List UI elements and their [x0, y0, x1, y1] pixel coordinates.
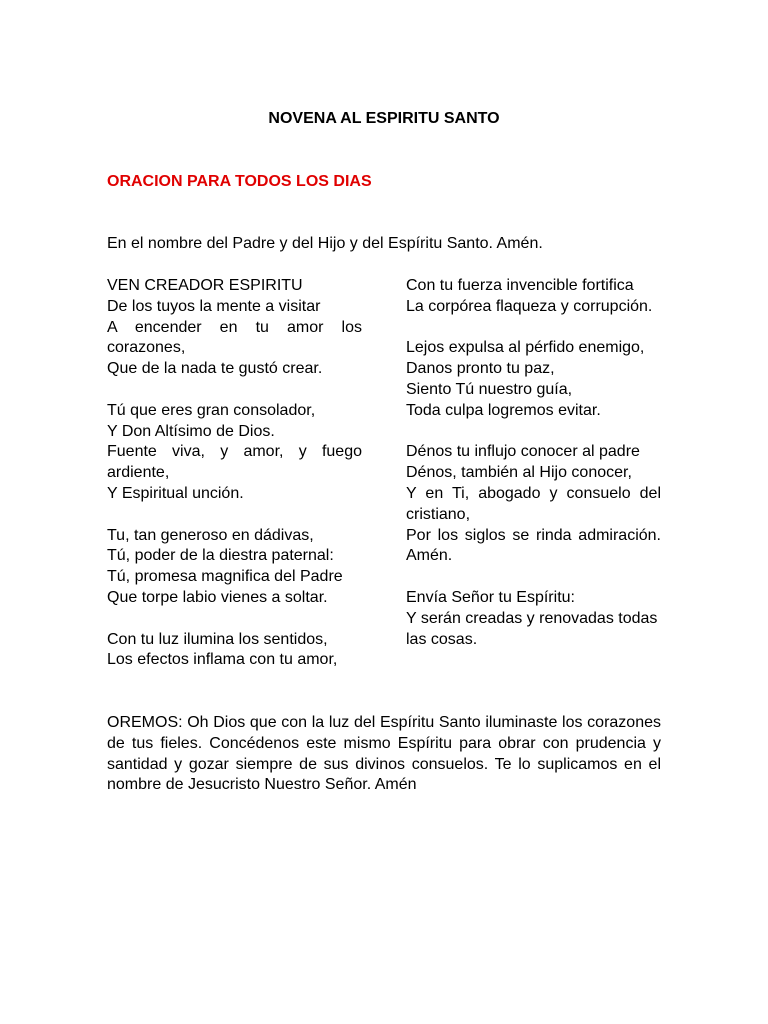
hymn-line: Y en Ti, abogado y consuelo del — [406, 484, 661, 502]
hymn-line: Danos pronto tu paz, — [406, 360, 555, 378]
hymn-line: Los efectos inflama con tu amor, — [107, 651, 338, 669]
hymn-line: La corpórea flaqueza y corrupción. — [406, 297, 653, 315]
hymn-line: Dénos, también al Hijo conocer, — [406, 464, 632, 482]
hymn-line: Tú, poder de la diestra paternal: — [107, 547, 334, 565]
section-heading: ORACION PARA TODOS LOS DIAS — [107, 173, 372, 190]
closing-prayer: OREMOS: Oh Dios que con la luz del Espíritu Santo iluminaste los corazones de tus fieles. Concédenos este mismo Espíritu para obrar con prudencia y santidad y gozar siempre de sus divinos consuelos. Te lo suplicamos en el nombre de Jesucristo Nuestro Señor. Amén — [107, 714, 661, 794]
hymn-line: Toda culpa logremos evitar. — [406, 401, 601, 419]
hymn-line: cristiano, — [406, 505, 471, 523]
hymn-line: Que torpe labio vienes a soltar. — [107, 588, 328, 606]
hymn-line: Lejos expulsa al pérfido enemigo, — [406, 339, 645, 357]
hymn-line: VEN CREADOR ESPIRITU — [107, 277, 303, 294]
hymn-line: Y Don Altísimo de Dios. — [107, 422, 275, 440]
hymn-line: A encender en tu amor los — [107, 318, 362, 336]
hymn-line: Por los siglos se rinda admiración. — [406, 526, 661, 544]
hymn-stanza — [406, 442, 661, 567]
hymn-left-column — [107, 276, 362, 671]
hymn-line: De los tuyos la mente a visitar — [107, 297, 321, 315]
hymn-line: Con tu luz ilumina los sentidos, — [107, 630, 328, 648]
hymn-stanza — [406, 588, 661, 650]
hymn-line: Y serán creadas y renovadas todas — [406, 609, 658, 627]
hymn-stanza — [107, 526, 362, 609]
hymn-line: Fuente viva, y amor, y fuego — [107, 443, 362, 461]
hymn-line: Amén. — [406, 547, 453, 565]
hymn-line: corazones, — [107, 339, 186, 357]
document-title: NOVENA AL ESPIRITU SANTO — [268, 110, 500, 127]
hymn-stanza — [406, 338, 661, 421]
hymn-line: Que de la nada te gustó crear. — [107, 360, 323, 378]
hymn-line: Dénos tu influjo conocer al padre — [406, 443, 640, 461]
hymn-stanza — [107, 401, 362, 505]
hymn-line: Siento Tú nuestro guía, — [406, 380, 573, 398]
hymn-line: Y Espiritual unción. — [107, 484, 244, 502]
hymn-line: Tú que eres gran consolador, — [107, 401, 316, 419]
hymn-line: Tu, tan generoso en dádivas, — [107, 526, 314, 544]
intro-invocation: En el nombre del Padre y del Hijo y del Espíritu Santo. Amén. — [107, 235, 543, 252]
hymn-right-column — [406, 276, 661, 650]
hymn-line: ardiente, — [107, 464, 170, 482]
hymn-stanza — [107, 276, 362, 380]
hymn-line: Con tu fuerza invencible fortifica — [406, 277, 634, 294]
hymn-stanza — [406, 276, 661, 318]
hymn-line: Tú, promesa magnifica del Padre — [107, 568, 343, 586]
hymn-line: las cosas. — [406, 630, 478, 648]
hymn-stanza — [107, 630, 362, 672]
hymn-line: Envía Señor tu Espíritu: — [406, 588, 575, 606]
